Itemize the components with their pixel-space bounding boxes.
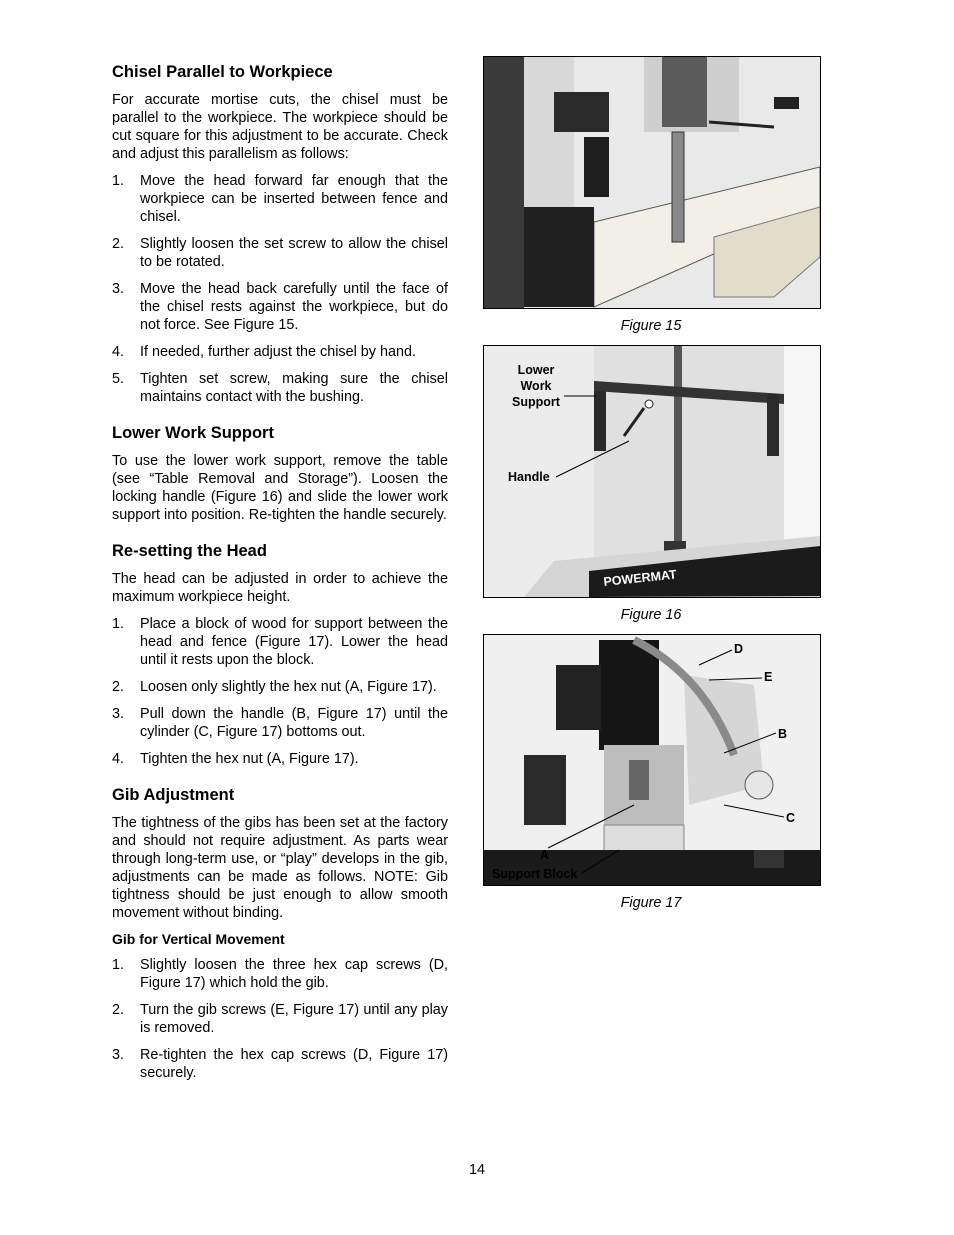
label-c: C — [786, 811, 796, 825]
step-number: 4. — [112, 344, 125, 360]
list-item — [112, 280, 448, 334]
step-text: Pull down the handle (B, Figure 17) until the cylinder (C, Figure 17) bottoms out. — [140, 706, 448, 740]
step-number: 3. — [112, 706, 125, 722]
label-support-block: Support Block — [492, 867, 578, 881]
figure-17-photo — [483, 634, 821, 886]
step-text: If needed, further adjust the chisel by hand. — [140, 344, 417, 360]
brand-text: POWERMAT — [602, 567, 678, 589]
label-b: B — [778, 727, 788, 741]
figure-17-caption: Figure 17 — [620, 895, 682, 911]
list-item — [112, 1046, 448, 1082]
list-item — [112, 235, 448, 271]
step-number: 4. — [112, 751, 125, 767]
figure-16-photo — [483, 345, 821, 598]
section-title-resetting-head: Re-setting the Head — [112, 542, 267, 560]
label-support: Support — [512, 395, 560, 409]
page-number: 14 — [468, 1162, 485, 1178]
label-d: D — [734, 642, 744, 656]
step-text: Slightly loosen the three hex cap screws (D, Figure 17) which hold the gib. — [140, 957, 448, 991]
step-text: Slightly loosen the set screw to allow the chisel to be rotated. — [140, 236, 448, 270]
step-number: 2. — [112, 679, 125, 695]
step-text: Move the head back carefully until the face of the chisel rests against the workpiece, but do not force. See Figure 15. — [140, 281, 448, 333]
section-title-gib-adjustment: Gib Adjustment — [112, 786, 235, 804]
list-item — [112, 705, 448, 741]
list-item — [112, 172, 448, 226]
section-title-chisel: Chisel Parallel to Workpiece — [112, 63, 333, 81]
list-item — [112, 956, 448, 992]
list-item — [112, 678, 448, 696]
list-item — [112, 370, 448, 406]
lower-work-support-illustration — [484, 346, 820, 597]
chisel-intro: For accurate mortise cuts, the chisel must be parallel to the workpiece. The workpiece should be cut square for this adjustment to be accurate. Check and adjust this parallelism as follows: — [112, 92, 448, 162]
step-text: Tighten set screw, making sure the chisel maintains contact with the bushing. — [140, 371, 448, 405]
step-number: 3. — [112, 1047, 125, 1063]
step-text: Loosen only slightly the hex nut (A, Figure 17). — [140, 679, 437, 695]
gib-body: The tightness of the gibs has been set at the factory and should not require adjustment. As parts wear through long-term use, or “play” develops in the gib, adjustments can be made as follows. NOTE: Gib tightness should be just enough to allow smooth movement without binding. — [112, 815, 448, 921]
lower-work-support-body: To use the lower work support, remove the table (see “Table Removal and Storage”). Loosen the locking handle (Figure 16) and slide the lower work support into position. Re-tighten the handle securely. — [112, 453, 448, 523]
step-number: 3. — [112, 281, 125, 297]
chisel-steps — [112, 172, 448, 406]
figure-15-photo — [483, 56, 821, 309]
step-text: Re-tighten the hex cap screws (D, Figure 17) securely. — [140, 1047, 448, 1081]
step-number: 1. — [112, 957, 125, 973]
label-lower: Lower — [517, 363, 555, 377]
label-work: Work — [520, 379, 552, 393]
reset-intro: The head can be adjusted in order to achieve the maximum workpiece height. — [112, 571, 448, 605]
label-handle: Handle — [508, 470, 550, 484]
list-item — [112, 343, 448, 361]
step-text: Move the head forward far enough that the workpiece can be inserted between fence and chisel. — [140, 173, 448, 225]
list-item — [112, 615, 448, 669]
chisel-workpiece-illustration — [484, 57, 820, 308]
head-reset-illustration — [484, 635, 820, 885]
list-item — [112, 750, 448, 768]
label-a: A — [540, 848, 550, 862]
figure-16-caption: Figure 16 — [620, 607, 682, 623]
step-text: Tighten the hex nut (A, Figure 17). — [140, 751, 359, 767]
gib-steps — [112, 956, 448, 1082]
reset-steps — [112, 615, 448, 768]
step-text: Place a block of wood for support between the head and fence (Figure 17). Lower the head until it rests upon the block. — [140, 616, 448, 668]
step-number: 2. — [112, 1002, 125, 1018]
step-text: Turn the gib screws (E, Figure 17) until any play is removed. — [140, 1002, 448, 1036]
text-column — [112, 62, 448, 1091]
list-item — [112, 1001, 448, 1037]
figure-15-caption: Figure 15 — [620, 318, 682, 334]
subsection-title-gib-vertical: Gib for Vertical Movement — [112, 931, 285, 947]
step-number: 5. — [112, 371, 125, 387]
step-number: 2. — [112, 236, 125, 252]
step-number: 1. — [112, 616, 125, 632]
section-title-lower-work-support: Lower Work Support — [112, 424, 274, 442]
step-number: 1. — [112, 173, 125, 189]
label-e: E — [764, 670, 773, 684]
